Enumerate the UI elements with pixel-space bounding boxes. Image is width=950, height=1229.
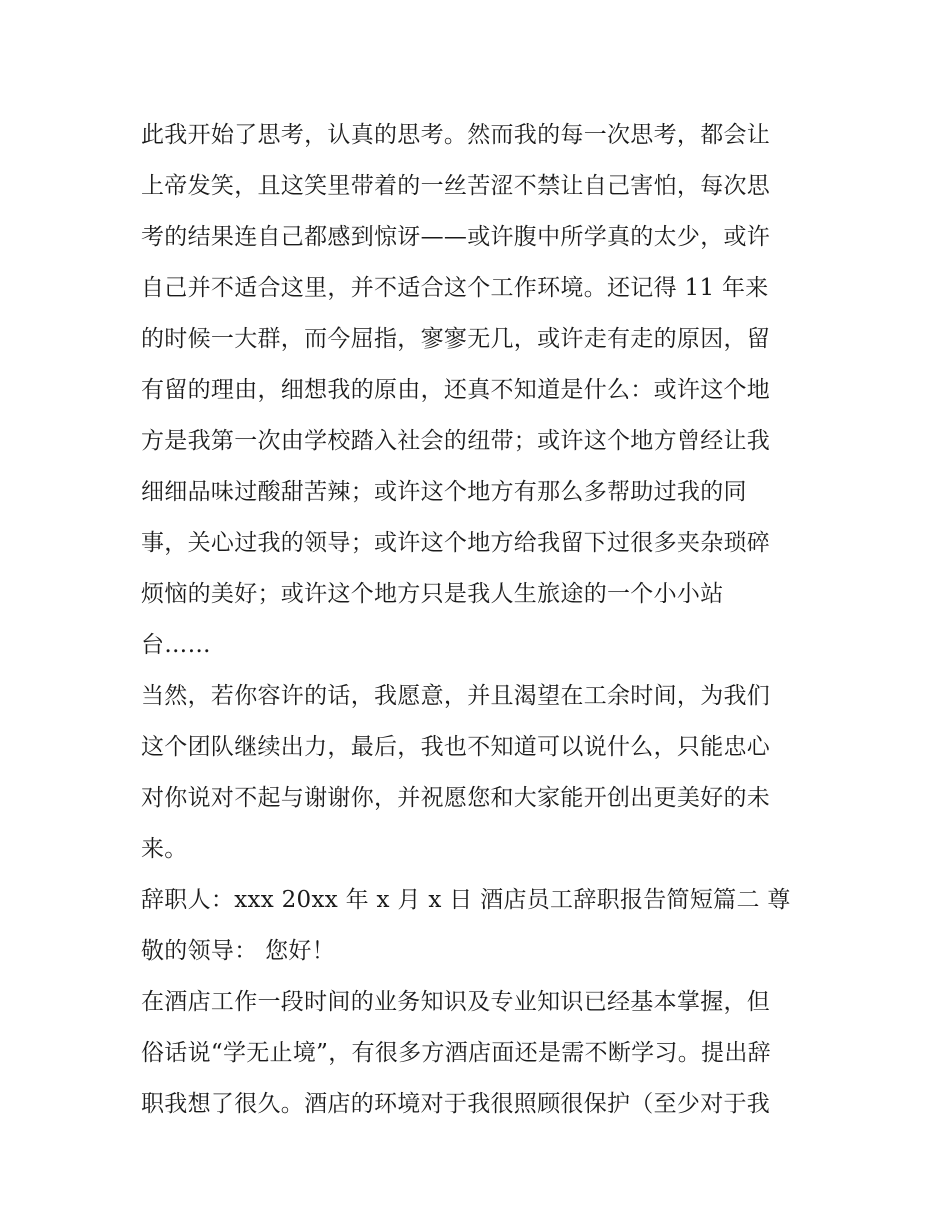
text-line: 辞职人：xxx 20xx 年 x 月 x 日 酒店员工辞职报告简短篇二 尊 — [141, 887, 791, 913]
text-line: 上帝发笑，且这笑里带着的一丝苦涩不禁让自己害怕，每次思 — [141, 173, 771, 199]
text-line: 当然，若你容许的话，我愿意，并且渴望在工余时间，为我们 — [141, 683, 771, 709]
text-line: 台…… — [141, 632, 211, 658]
text-line: 自己并不适合这里，并不适合这个工作环境。还记得 11 年来 — [141, 275, 769, 301]
text-line: 事，关心过我的领导；或许这个地方给我留下过很多夹杂琐碎 — [141, 530, 771, 556]
text-line: 职我想了很久。酒店的环境对于我很照顾很保护（至少对于我 — [141, 1091, 771, 1117]
text-line: 有留的理由，细想我的原由，还真不知道是什么：或许这个地 — [141, 377, 771, 403]
text-line: 细细品味过酸甜苦辣；或许这个地方有那么多帮助过我的同 — [141, 479, 747, 505]
text-line: 这个团队继续出力，最后，我也不知道可以说什么，只能忠心 — [141, 734, 771, 760]
text-line: 方是我第一次由学校踏入社会的纽带；或许这个地方曾经让我 — [141, 428, 771, 454]
text-line: 对你说对不起与谢谢你，并祝愿您和大家能开创出更美好的未 — [141, 785, 771, 811]
text-line: 烦恼的美好；或许这个地方只是我人生旅途的一个小小站 — [141, 581, 724, 607]
body-text — [141, 110, 813, 1130]
text-line: 敬的领导： 您好！ — [141, 938, 336, 964]
text-line: 此我开始了思考，认真的思考。然而我的每一次思考，都会让 — [141, 122, 771, 148]
text-line: 的时候一大群，而今屈指，寥寥无几，或许走有走的原因，留 — [141, 326, 771, 352]
text-line: 在酒店工作一段时间的业务知识及专业知识已经基本掌握，但 — [141, 989, 771, 1015]
text-line: 来。 — [141, 836, 188, 862]
text-line: 考的结果连自己都感到惊讶——或许腹中所学真的太少，或许 — [141, 224, 771, 250]
text-line: 俗话说“学无止境”，有很多方酒店面还是需不断学习。提出辞 — [141, 1040, 771, 1066]
